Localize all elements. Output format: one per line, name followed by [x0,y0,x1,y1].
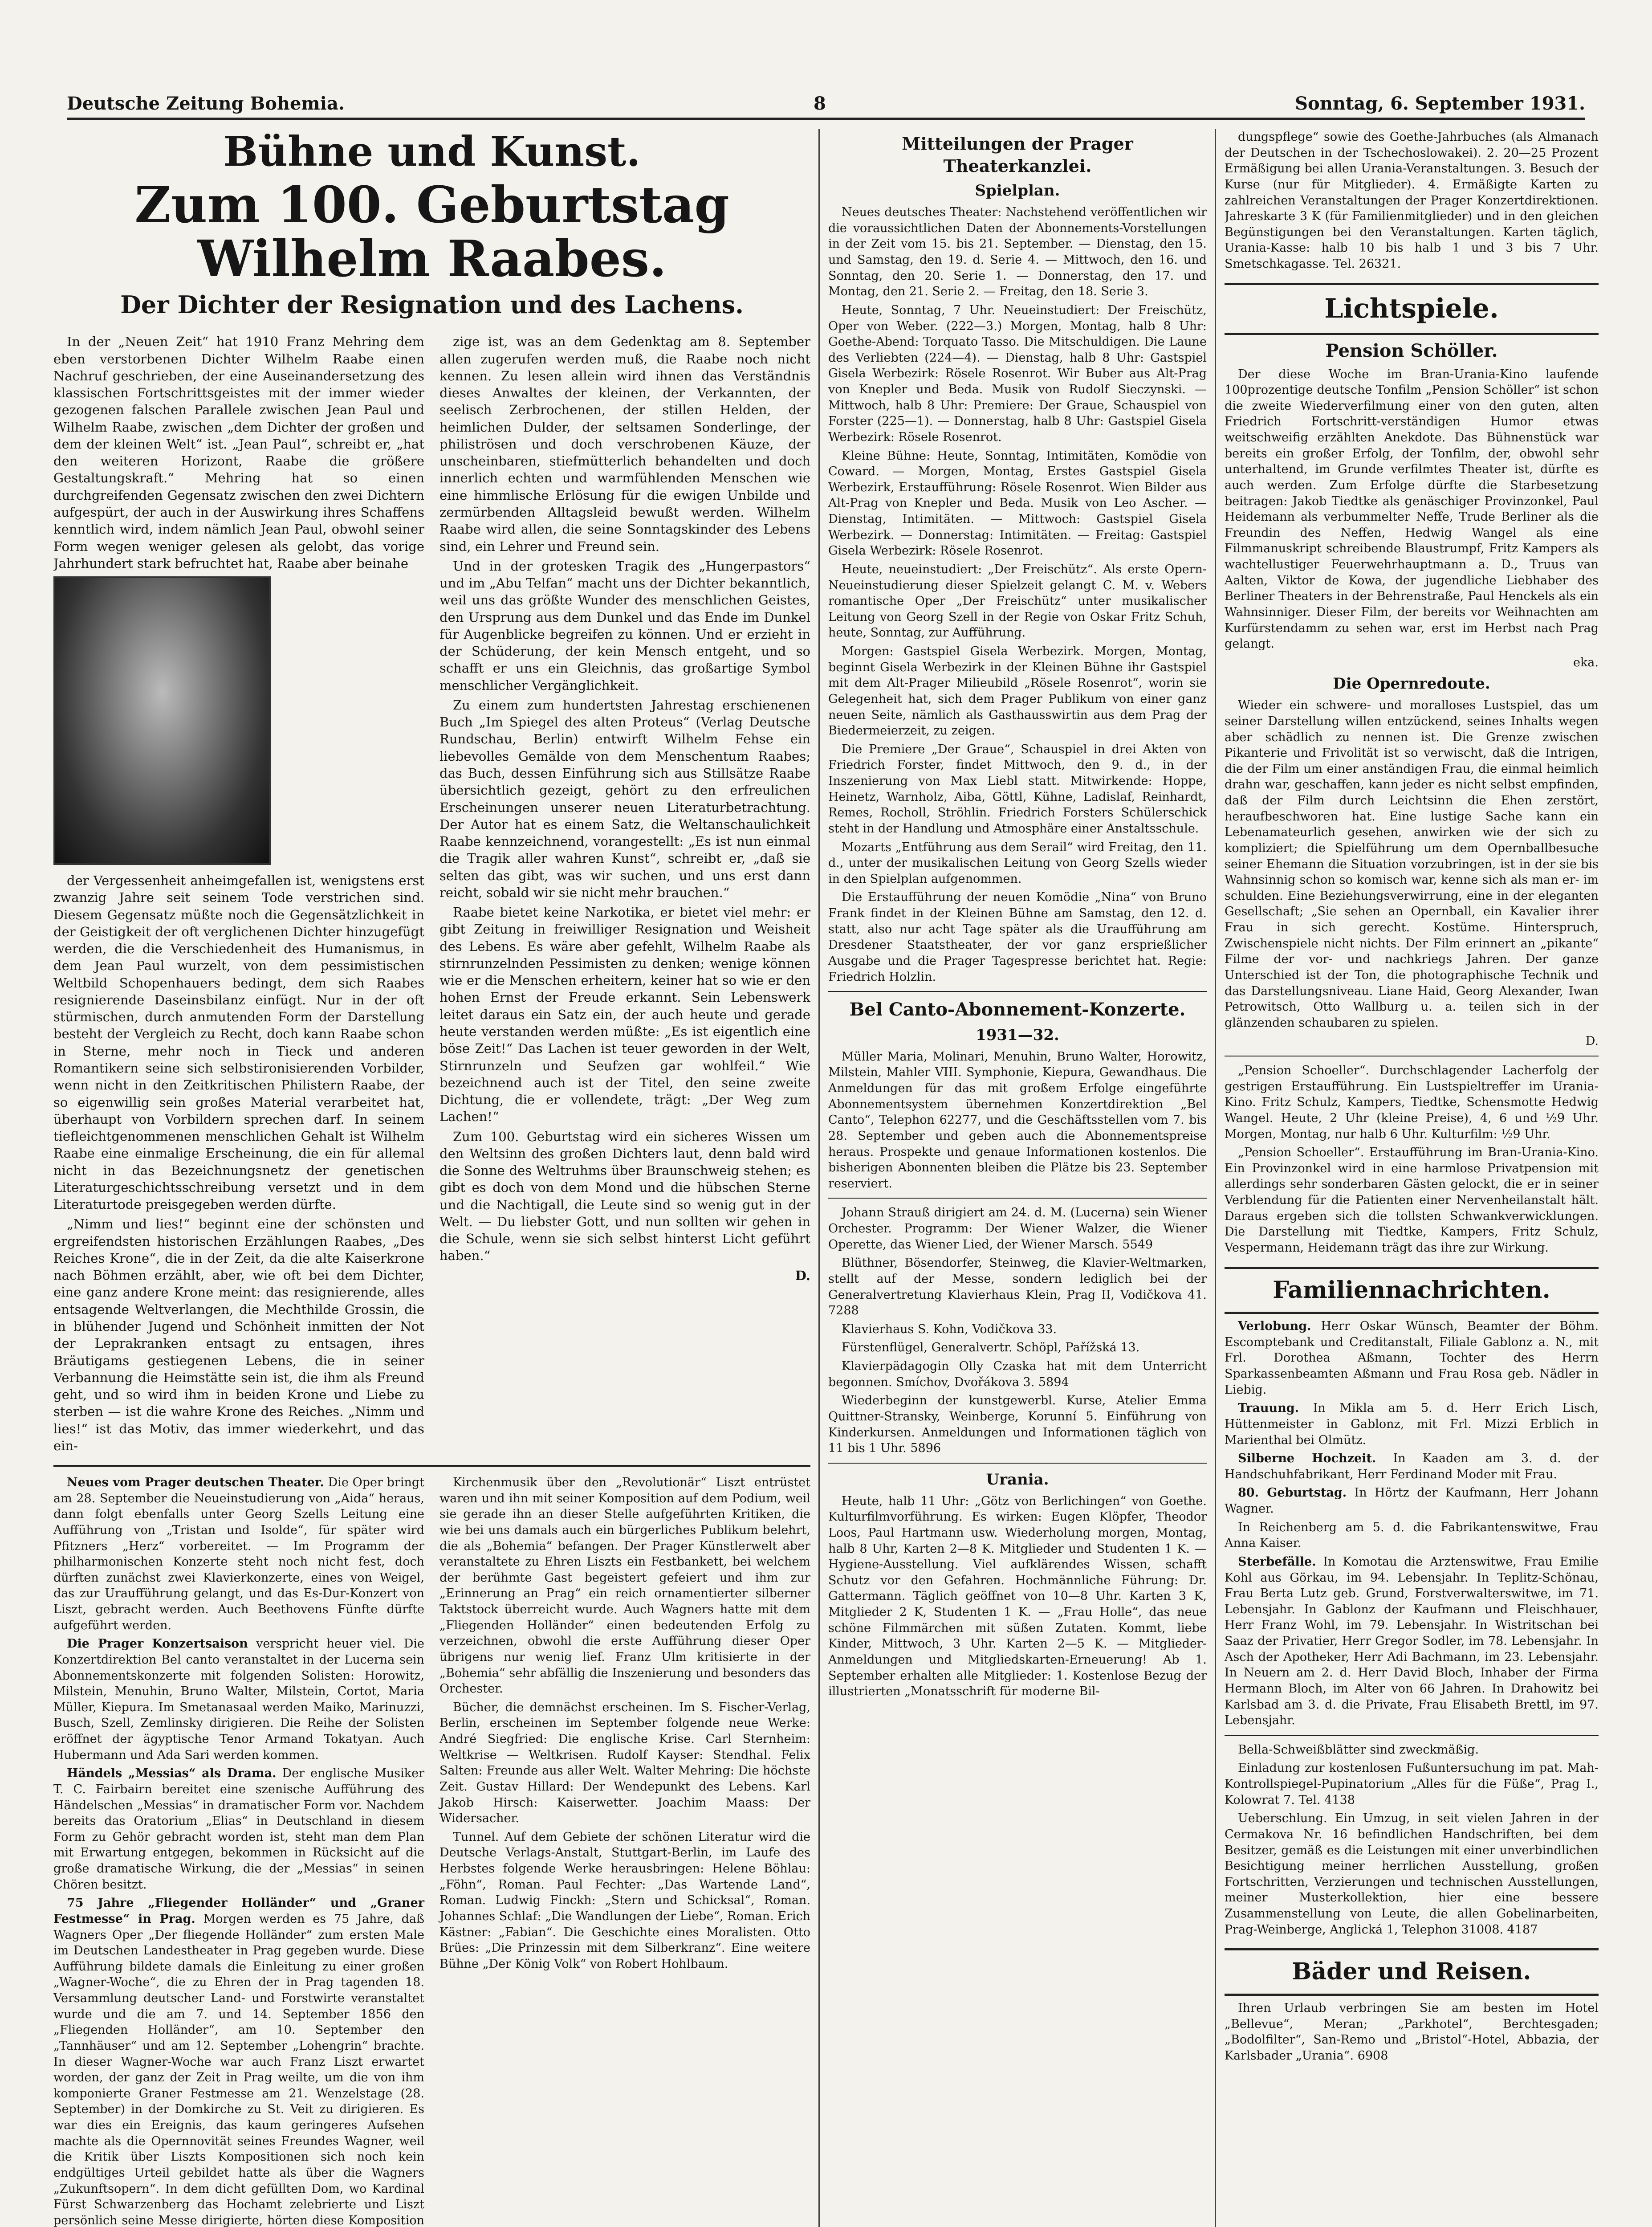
spielplan-paragraph: Kleine Bühne: Heute, Sonntag, Intimitäten, Komödie von Coward. — Morgen, Montag, Erstes Gastspiel Gisela Werbezirk, Erstaufführung: Rösele Rosenrot. Wien Bilder aus Alt-Prag von Knepler und Beda. Musik von Leo Ascher. — Dienstag, Intimitäten. — Mittwoch: Gastspiel Gisela Werbezirk. — Donnerstag: Intimitäten. — Freitag: Gastspiel Gisela Werbezirk: Rösele Rosenrot. [828,449,1207,558]
belcanto-years: 1931—32. [976,1026,1059,1044]
baeder-und-reisen-title: Bäder und Reisen. [1225,1948,1599,1996]
divider [828,991,1207,992]
review-signature: eka. [1573,655,1599,669]
review-signature: D. [1585,1034,1599,1048]
column-rule [1215,129,1216,2227]
family-notice: 80. Geburtstag. In Hörtz der Kaufmann, Herr Johann Wagner. [1225,1486,1599,1516]
familiennachrichten-title: Familiennachrichten. [1225,1267,1599,1314]
issue-date: Sonntag, 6. September 1931. [1295,93,1585,114]
lichtspiele-title: Lichtspiele. [1225,283,1599,335]
family-notice: Sterbefälle. In Komotau die Arztenswitwe, Frau Emilie Kohl aus Görkau, im 94. Lebensjahr. In Teplitz-Schönau, Frau Berta Lutz geb. Grund, Forstverwalterswitwe, im 71. Lebensjahr. In Gablonz der Kaufmann und Fleischhauer, Herr Franz Wohl, im 79. Lebensjahr. In Wistritschan bei Saaz der Privatier, Herr Gregor Sodler, im 78. Lebensjahr. In Asch der Apotheker, Herr Adi Bachmann, im 23. Lebensjahr. In Neuern am 2. d. Herr David Bloch, Inhaber der Firma Hermann Bloch, im Alter von 66 Jahren. In Drahowitz bei Karlsbad am 3. d. die Private, Frau Elisabeth Brettl, im 97. Lebensjahr. [1225,1554,1599,1728]
news-column-right [439,1475,810,2227]
section-divider [53,1465,810,1467]
article-title: Zum 100. Geburtstag Wilhelm Raabes. [134,176,729,289]
classified-ad: Wiederbeginn der kunstgewerbl. Kurse, Atelier Emma Quittner-Stransky, Weinberge, Korunní 5. Einführung von Kinderkursen. Anmeldungen und Informationen täglich von 11 bis 1 Uhr. 5896 [828,1394,1207,1456]
classified-ad: Klavierpädagogin Olly Czaska hat mit dem Unterricht begonnen. Smíchov, Dvořákova 3. 5894 [828,1359,1207,1389]
divider [828,1198,1207,1199]
pension-schoeller-title: Pension Schöller. [1325,340,1498,361]
buehne-und-kunst-section [53,129,810,2227]
article-paragraph: Raabe bietet keine Narkotika, er bietet viel mehr: er gibt Zeitung in freiwilliger Resignation und Weisheit des Lebens. Es wäre aber gefehlt, Wilhelm Raabe als stirnrunzelnden Pessimisten zu denken; wenige können wie er die Menschen erheitern, keiner hat so wie er den hohen Ernst der Freude erkannt. Sein Lebenswerk leitet daraus ein Satz ein, der auch heute und gerade heute verstanden werden müßte: „Es ist eigentlich eine böse Zeit!“ Das Lachen ist teuer geworden in der Welt, Stirnrunzeln und Seufzen gar wohlfeil.“ Wie bezeichnend auch ist der Titel, den seine zweite Dichtung, die er vollendete, trägt: „Der Weg zum Lachen!“ [439,905,810,1125]
raabe-portrait-image [53,576,271,865]
baeder-text: Ihren Urlaub verbringen Sie am besten im Hotel „Bellevue“, Meran; „Parkhotel“, Berchtesgaden; „Bodolfilter“, San-Remo und „Bristol“-Hotel, Abbazia, der Karlsbader „Urania“. 6908 [1225,2001,1599,2063]
article-paragraph: „Nimm und lies!“ beginnt eine der schönsten und ergreifendsten historischen Erzählungen Raabes, „Des Reiches Krone“, die in der Zeit, da die alte Kaiserkrone nach Böhmen erzählt, aber, wie oft bei dem Dichter, eine ganz andere Krone meint: das resignierende, alles entsagende Weltverlangen, die Mechthilde Grossin, die in blühender Jugend und Schönheit inmitten der Not der Leprakranken entsagt zu entsagen, ihres Bräutigams gestiegenen Lebens, die in seiner Verbannung die Heimstätte sein ist, die ihm als Freund geht, und so wird ihm in beiden Krone und Liebe zu sterben — ist die wahre Krone des Reiches. „Nimm und lies!“ ist das Motiv, das immer wiederkehrt, und das ein- [53,1216,424,1453]
article-paragraph: zige ist, was an dem Gedenktag am 8. September allen zugerufen werden muß, die Raabe noch nicht kennen. Zu lesen allein wird ihnen das Verständnis dieses Anwaltes der kleinen, der Verkannten, der seelisch Zerbrochenen, der stillen Helden, der heimlichen Dulder, der seltsamen Sonderlinge, der philiströsen und doch verschrobenen Käuze, der unscheinbaren, stiefmütterlich behandelten und doch innerlich echten und warmfühlenden Menschen wie eine himmlische Erlösung für die ewigen Unbilde und zermürbenden Alltagsleid bewußt werden. Wilhelm Raabe wird allen, die seine Sonntagskinder des Lebens sind, ein Lehrer und Freund sein. [439,334,810,554]
article-paragraph: der Vergessenheit anheimgefallen ist, wenigstens erst zwanzig Jahre seit seinem Tode verstrichen sind. Diesem Gegensatz müßte noch die Gegensätzlichkeit in der Geistigkeit der oft verglichenen Dichter hinzugefügt werden, die die Verschiedenheit des Humanismus, in dem Jean Paul wurzelt, von dem pessimistischen Weltbild Schopenhauers bedingt, dem sich Raabes resignierende Daseinsbilanz einfügt. Nur in der oft stürmischen, durch anmutenden Form der Darstellung besteht der Vergleich zu Recht, doch kann Raabe schon in Sterne, mehr noch in Tieck und anderen Romantikern seine sich selbstironisierenden Vorbilder, wenn nicht in den Zeitkritischen Philistern Raabe, der so eigenwillig sein großes Material verarbeitet hat, überhaupt von Vorbildern sprechen darf. In seinem tiefleichtgenommenen menschlichen Gehalt ist Wilhelm Raabe eine einmalige Erscheinung, die ein für allemal nicht in das Bezeichnungsnetz der genetischen Literaturgeschichtsschreibung versetzt und in dem Literaturtode preisgegeben werden dürfte. [53,873,424,1212]
spielplan-paragraph: Heute, Sonntag, 7 Uhr. Neueinstudiert: Der Freischütz, Oper von Weber. (222—3.) Morgen, Montag, halb 8 Uhr: Goethe-Abend: Torquato Tasso. Die Mitschuldigen. Die Laune des Verliebten (224—4). — Dienstag, halb 8 Uhr: Gastspiel Gisela Werbezirk: Rösele Rosenrot. Wir Buber aus Alt-Prag von Knepler und Beda. Musik von Rudolf Sieczynski. — Mittwoch, halb 8 Uhr: Premiere: Der Graue, Schauspiel von Forster (225—1). — Donnerstag, halb 8 Uhr: Gastspiel Gisela Werbezirk: Rösele Rosenrot. [828,303,1207,444]
spielplan-paragraph: Die Premiere „Der Graue“, Schauspiel in drei Akten von Friedrich Forster, findet Mittwoch, den 9. d., in der Inszenierung von Max Liebl statt. Mitwirkende: Hoppe, Heinetz, Warnholz, Aiba, Göttl, Kühne, Ladislaf, Reinhardt, Remes, Rocholl, Ströhlin. Friedrich Forsters Schülerschick steht in der Handlung und Atmosphäre einer Anstaltsschule. [828,742,1207,836]
film-notice: „Pension Schoeller“. Erstaufführung im Bran-Urania-Kino. Ein Provinzonkel wird in eine harmlose Privatpension mit allerdings sehr sonderbaren Gästen gelockt, die er in seiner Verblendung für die Patienten einer Nervenheilanstalt hält. Daraus ergeben sich die tollsten Schwankverwicklungen. Die Darstellung mit Tiedtke, Kampers, Fritz Schulz, Vespermann, Heidemann trägt das ihre zur Wirkung. [1225,1146,1599,1255]
film-review: Der diese Woche im Bran-Urania-Kino laufende 100prozentige deutsche Tonfilm „Pension Schöller“ ist schon die zweite Wiederverfilmung einer von den guten, alten Friedrich Fortschritt-verständigen Humor etwas weitschweifig erzählten Anekdote. Das Bühnenstück war bereits ein großer Erfolg, der Tonfilm, der, obwohl sehr unterhaltend, im Grunde verfilmtes Theater ist, dürfte es auch werden. Zum Erfolge dürfte die Starbesetzung beitragen: Jakob Tiedtke als genäschiger Provinzonkel, Paul Heidemann als verbummelter Neffe, Trude Berliner als die Freundin des Neffen, Hedwig Wangel als eine Filmmanuskript schreibende Blaustrumpf, Fritz Kampers als wachtellustiger Feuerwehrhauptmann a. D., Truus van Aalten, Viktor de Kowa, der jugendliche Liebhaber des Berliner Theaters in der Behrenstraße, Paul Henckels als ein Wahnsinniger. Dieser Film, der bereits vor Weihnachten am Kurfürstendamm zu sehen war, erst im Herbst nach Prag gelangt. [1225,367,1599,651]
article-column-left [53,333,424,1457]
article-paragraph: Zu einem zum hundertsten Jahrestag erschienenen Buch „Im Spiegel des alten Proteus“ (Verlag Deutsche Rundschau, Berlin) entwirft Wilhelm Fehse ein liebevolles Gemälde von dem Menschentum Raabes; das Buch, dessen Einführung sich aus Stillsätze Raabe übersichtlich gezeigt, gehört zu den erfreulichen Erscheinungen unserer neuen Literaturbetrachtung. Der Autor hat es einem Satz, die Weltanschaulichkeit Raabe kennzeichnend, vorangestellt: „Es ist nun einmal die Tragik aller wahren Kunst“, schreibt er, „daß sie selten das gibt, was wir suchen, und uns erst dann reicht, sobald wir sie nicht mehr brauchen.“ [439,697,810,900]
column-rule [818,129,820,2227]
divider [1225,1735,1599,1736]
family-notice: Trauung. In Mikla am 5. d. Herr Erich Lisch, Hüttenmeister in Gablonz, mit Frl. Mizzi Erblich in Marienthal bei Olmütz. [1225,1401,1599,1447]
urania-title: Urania. [986,1470,1049,1489]
spielplan-paragraph: Neues deutsches Theater: Nachstehend veröffentlichen wir die voraussichtlichen Daten der Abonnements-Vorstellungen in der Zeit vom 15. bis 21. September. — Dienstag, den 15. und Samstag, den 19. d. Serie 4. — Mittwoch, den 16. und Sonntag, den 20. Serie 1. — Donnerstag, den 17. und Montag, den 21. Serie 2. — Freitag, den 18. Serie 3. [828,205,1207,299]
news-item: Tunnel. Auf dem Gebiete der schönen Literatur wird die Deutsche Verlags-Anstalt, Stuttgart-Berlin, im Laufe des Herbstes folgende Werke herausbringen: Helene Böhlau: „Föhn“, Roman. Paul Fechter: „Das Wartende Land“, Roman. Ludwig Finckh: „Stern und Schicksal“, Roman. Johannes Schlaf: „Die Wandlungen der Liebe“, Roman. Erich Kästner: „Fabian“. Die Geschichte eines Moralisten. Otto Brües: „Die Prinzessin mit dem Silberkranz“. Eine weitere Bühne „Der König Volk“ von Robert Hohlbaum. [439,1830,810,1971]
newspaper-name: Deutsche Zeitung Bohemia. [67,93,345,114]
section-title: Bühne und Kunst. [223,129,641,175]
article-paragraph: In der „Neuen Zeit“ hat 1910 Franz Mehring dem eben verstorbenen Dichter Wilhelm Raabe einen Nachruf geschrieben, der eine Auseinandersetzung des klassischen Fortschrittsgeistes mit der immer wieder gezogenen falschen Parallele zwischen Jean Paul und Wilhelm Raabe, zwischen „dem Dichter der großen und dem der kleinen Welt“ ist. „Jean Paul“, schreibt er, „hat den weiteren Horizont, Raabe die größere Gestaltungskraft.“ Mehring hat so einen durchgreifenden Gegensatz zwischen den zwei Dichtern aufgespürt, der auch in der Auswirkung ihres Schaffens kenntlich wird, indem nämlich Jean Paul, obwohl seiner Form wegen weniger gelesen als gelobt, das vorige Jahrhundert stark befruchtet hat, Raabe aber beinahe [53,334,424,571]
urania-continued: dungspflege“ sowie des Goethe-Jahrbuches (als Almanach der Deutschen in der Tschechoslowakei). 2. 20—25 Prozent Ermäßigung bei allen Urania-Veranstaltungen. 3. Besuch der Kurse (nur für Mitglieder). 4. Ermäßigte Karten zu zahlreichen Veranstaltungen der Prager Konzertdirektionen. Jahreskarte 3 K (für Familienmitglieder) und in den gleichen Begünstigungen bei den Veranstaltungen. Karten täglich, Urania-Kasse: halb 10 bis halb 1 und 3 bis 7 Uhr. Smetschkagasse. Tel. 26321. [1225,130,1599,271]
right-column [1225,129,1599,2227]
article-columns [53,333,810,1457]
news-column-left [53,1475,424,2227]
spielplan-paragraph: Morgen: Gastspiel Gisela Werbezirk. Morgen, Montag, beginnt Gisela Werbezirk in der Kleinen Bühne ihr Gastspiel mit dem Alt-Prager Milieubild „Rösele Rosenrot“, worin sie Gelegenheit hat, sich dem Prager Publikum von einer ganz neuen Seite, nämlich als Gasthausswirtin aus dem Prag der Biedermeierzeit, zu zeigen. [828,644,1207,738]
news-item: Bücher, die demnächst erscheinen. Im S. Fischer-Verlag, Berlin, erscheinen im September folgende neue Werke: André Siegfried: Die englische Krise. Carl Sternheim: Weltkrise — Weltkrisen. Rudolf Kayser: Stendhal. Felix Salten: Freunde aus aller Welt. Walter Mehring: Die höchste Zeit. Gustav Hillard: Der Wendepunkt des Lebens. Karl Jakob Hirsch: Kaiserwetter. Joachim Maass: Der Widersacher. [439,1700,810,1826]
film-notice: „Pension Schoeller“. Durchschlagender Lacherfolg der gestrigen Erstaufführung. Ein Lustspieltreffer im Urania-Kino. Fritz Schulz, Kampers, Tiedtke, Schensmotte Hedwig Wangel. Heute, 2 Uhr (kleine Preise), 4, 6 und ½9 Uhr. Morgen, Montag, nur halb 6 Uhr. Kulturfilm: ½9 Uhr. [1225,1064,1599,1141]
opernredoute-title: Die Opernredoute. [1333,675,1490,693]
spielplan-paragraph: Die Erstaufführung der neuen Komödie „Nina“ von Bruno Frank findet in der Kleinen Bühne am Samstag, den 12. d. statt, also nur acht Tage später als die Uraufführung am Dresdener Staatstheater, der vor ganz ersprießlicher Ausgabe und die Prager Tagespresse berichtet hat. Regie: Friedrich Holzlin. [828,890,1207,984]
news-columns [53,1475,810,2227]
ad-einladung: Einladung zur kostenlosen Fußuntersuchung im pat. Mah-Kontrollspiegel-Pupinatorium „Alles für die Füße“, Prag I., Kolowrat 7. Tel. 4138 [1225,1761,1599,1807]
news-item: 75 Jahre „Fliegender Holländer“ und „Graner Festmesse“ in Prag. Morgen werden es 75 Jahre, daß Wagners Oper „Der fliegende Holländer“ zum ersten Male im Deutschen Landestheater in Prag gegeben wurde. Diese Aufführung bildete damals die Einleitung zu einer großen „Wagner-Woche“, die zu Ehren der in Prag tagenden 18. Versammlung deutscher Land- und Forstwirte veranstaltet wurde und die am 7. und 14. September 1856 den „Fliegenden Holländer“, am 10. September den „Tannhäuser“ und am 12. September „Lohengrin“ brachte. In dieser Wagner-Woche war auch Franz Liszt erwartet worden, der ganz der Zeit in Prag weilte, um die von ihm komponierte Graner Festmesse am 21. Wenzelstage (28. September) in der Domkirche zu St. Veit zu dirigieren. Es war dies ein Ereignis, das kaum geringeres Aufsehen machte als die Opernnovität seines Freundes Wagner, weil die Kritik über Liszts Kompositionen sich noch kein endgültiges Urteil gebildet hatte als über die Wagners „Zukunftsopern“. In dem dicht gefüllten Dom, wo Kardinal Fürst Schwarzenberg das Hochamt zelebrierte und Liszt persönlich seine Messe dirigierte, hörten diese Komposition [53,1896,425,2227]
news-item: Die Prager Konzertsaison verspricht heuer viel. Die Konzertdirektion Bel canto veranstaltet in der Lucerna sein Abonnementskonzerte mit folgenden Solisten: Horowitz, Milstein, Menuhin, Bruno Walter, Milstein, Cortot, Maria Müller, Kiepura. Im Smetanasaal werden Maiko, Marinuzzi, Busch, Szell, Zemlinsky dirigieren. Die Reihe der Solisten eröffnet der ägyptische Tenor Armand Tokatyan. Auch Hubermann und Ada Sari werden kommen. [53,1637,425,1762]
page-number: 8 [814,93,826,114]
news-item: Kirchenmusik über den „Revolutionär“ Liszt entrüstet waren und ihn mit seiner Komposition auf dem Podium, weil sie gerade ihn an dieser Stelle aufgeführten Kritiken, die wie bei uns damals auch ein bürgerliches Publikum belehrt, die als „Bohemia“ befangen. Der Prager Künstlerwelt aber veranstaltete zu Ehren Liszts ein Festbankett, bei welchem der berühmte Gast begeistert gefeiert und ihm zur „Erinnerung an Prag“ ein reich ornamentierter silberner Taktstock überreicht wurde. Auch Wagners hatte mit dem „Fliegenden Holländer“ einen bedeutenden Erfolg zu verzeichnen, obwohl die erste Aufführung dieser Oper übrigens nur wenig lief. Franz Ulm kritisierte in der „Bohemia“ sehr abfällig die Inszenierung und besonders das Orchester. [439,1476,810,1696]
family-notice: Silberne Hochzeit. In Kaaden am 3. d. der Handschuhfabrikant, Herr Ferdinand Moder mit Frau. [1225,1452,1599,1481]
article-paragraph: Zum 100. Geburtstag wird ein sicheres Wissen um den Weltsinn des großen Dichters laut, denn bald wird die Sonne des Weltruhms über Braunschweig stehen; es gibt es doch von dem Mond und die hübschen Sterne und die Nachtigall, die Leute sind so wenig gut in der Welt. — Du liebster Gott, und nun sollten wir gehen in die Schule, wenn sie sich selbst hinterst Licht geführt haben.“ [439,1129,810,1264]
article-column-right [439,333,810,1457]
news-item: Händels „Messias“ als Drama. Der englische Musiker T. C. Fairbairn bereitet eine szenische Aufführung des Händelschen „Messias“ in dramatischer Form vor. Nachdem bereits das Oratorium „Elias“ in Deutschland in diesem Form zu Gehör gebracht worden ist, steht man dem Plan mit Erwartung entgegen, bekommen in Rücksicht auf die große dramatische Wirkung, die der „Messias“ in seinen Chören besitzt. [53,1766,424,1892]
urania-text: Heute, halb 11 Uhr: „Götz von Berlichingen“ von Goethe. Kulturfilmvorführung. Es wirken: Eugen Klöpfer, Theodor Loos, Paul Hartmann usw. Wiederholung morgen, Montag, halb 8 Uhr, Karten 2—8 K. Mitglieder und Studenten 1 K. — Hygiene-Ausstellung. Viel aufklärendes Wissen, schafft Schutz vor den Gefahren. Hochmännliche Führung: Dr. Gattermann. Täglich geöffnet von 10—8 Uhr. Karten 3 K, Mitglieder 2 K, Studenten 1 K. — „Frau Holle“, das neue schöne Filmmärchen mit süßen Zutaten. Kommt, liebe Kinder, Mittwoch, 3 Uhr. Karten 2—5 K. — Mitglieder-Anmeldungen und Mitgliedskarten-Erneuerung! Ab 1. September erhalten alle Mitglieder: 1. Kostenlose Bezug der illustrierten „Monatsschrift für moderne Bil- [828,1494,1207,1699]
mitteilungen-title: Mitteilungen der Prager Theaterkanzlei. [902,134,1133,176]
classified-ad: Blüthner, Bösendorfer, Steinweg, die Klavier-Weltmarken, stellt auf der Messe, sondern lediglich bei der Generalvertretung Klavierhaus Klein, Prag II, Vodičkova 41. 7288 [828,1256,1207,1318]
ad-bella: Bella-Schweißblätter sind zweckmäßig. [1238,1742,1479,1757]
belcanto-text: Müller Maria, Molinari, Menuhin, Bruno Walter, Horowitz, Milstein, Mahler VIII. Symphonie, Kiepura, Gewandhaus. Die Anmeldungen für das mit großem Erfolge eingeführte Abonnementsystem übernehmen Konzertdirektion „Bel Canto“, Telephon 62277, und die Geschäftsstellen vom 7. bis 28. September und geben auch die Abonnementspreise heraus. Prospekte und genaue Informationen kostenlos. Die bisherigen Abonnenten bleiben die Plätze bis 23. September reserviert. [828,1049,1207,1191]
mitteilungen-column [828,129,1207,2227]
article-signature: D. [795,1268,810,1283]
family-notice: Verlobung. Herr Oskar Wünsch, Beamter der Böhm. Escomptebank und Creditanstalt, Filiale Gablonz a. N., mit Frl. Dorothea Aßmann, Tochter des Herrn Sparkassenbeamten Aßmann und Frau Rosa geb. Nädler in Liebig. [1225,1319,1599,1397]
page-header [67,87,1585,120]
news-item: Neues vom Prager deutschen Theater. Die Oper bringt am 28. September die Neueinstudierung von „Aida“ heraus, dann folgt ebenfalls unter Georg Szells Leitung eine Aufführung von „Tristan und Isolde“, für später wird Pfitzners „Herz“ vorbereitet. — Im Programm der philharmonischen Konzerte steht noch nicht fest, doch dürften zunächst zwei Klavierkonzerte, eines von Weigel, das zur Uraufführung gelangt, und das Es-Dur-Konzert von Liszt, gebracht werden. Auch Beethovens Fünfte dürfte aufgeführt werden. [53,1476,424,1632]
classified-ad: Johann Strauß dirigiert am 24. d. M. (Lucerna) sein Wiener Orchester. Programm: Der Wiener Walzer, die Wiener Operette, das Wiener Lied, der Wiener Marsch. 5549 [828,1206,1207,1252]
belcanto-title: Bel Canto-Abonnement-Konzerte. [849,999,1186,1020]
article-paragraph: Und in der grotesken Tragik des „Hungerpastors“ und im „Abu Telfan“ macht uns der Dichter bekanntlich, weil uns das größte Wunder des menschlichen Geistes, den Ursprung aus dem Dunkel und das Ende im Dunkel für Augenblicke begreifen zu können. Und er erzieht in der Schüderung, der kein Mensch entgeht, und so schafft er uns ein Gleichnis, das großartige Symbol menschlicher Vergänglichkeit. [439,558,810,693]
ad-ueberschlung: Ueberschlung. Ein Umzug, in seit vielen Jahren in der Cermakova Nr. 16 befindlichen Handschriften, bei dem Besitzer, gemäß es die Leistungen mit einer unverbindlichen Besichtigung meiner herrlichen Ausstellung, großen Fortschritten, Verzierungen und technischen Ausstellungen, meiner Musterkollektion, hier eine bessere Zusammenstellung von Leute, die allen Gobelinarbeiten, Prag-Weinberge, Anglická 1, Telephon 31008. 4187 [1225,1811,1599,1937]
spielplan-paragraph: Heute, neueinstudiert: „Der Freischütz“. Als erste Opern-Neueinstudierung dieser Spielzeit gelangt C. M. v. Webers romantische Oper „Der Freischütz“ unter musikalischer Leitung von Georg Szell in der Regie von Oskar Fritz Schuh, heute, Sonntag, zur Aufführung. [828,562,1207,640]
film-review: Wieder ein schwere- und moralloses Lustspiel, das um seiner Darstellung willen entzückend, seines Inhalts wegen aber schädlich zu nennen ist. Die Grenze zwischen Pikanterie und Frivolität ist so verwischt, daß die Intrigen, die der Film um einer anständigen Frau, die einmal heimlich drahn war, geschaffen, kann jeder es nicht selbst empfinden, daß der Film durch Leichtsinn die Ehen zerstört, heraufbeschworen hat. Eine lustige Sache kann ein Lebenamateurlich gesehen, anwirken wie der sich zu kompliziert; die Spielführung um dem Opernballbesuche seiner Ehemann die Situation vorzubringen, ist in der sie bis Wahnsinnig schon so komisch war, kenne sich als man er- im schulden. Eine Beziehungsverwirrung, eine in der eleganten Gesellschaft; „Sie sehen an Opernball, ein Kavalier ihrer Frau in sich gerecht. Kostüme. Hinterspruch, Zwischenspiele nicht nichts. Der Film erinnert an „pikante“ Filme der vor- und nachkriegs Jahren. Der ganze Unterschied ist der Ton, die photographische Technik und das Darstellungsniveau. Liane Haid, Georg Alexander, Iwan Petrowitsch, Otto Wallburg u. a. teilen sich in der glänzenden schaubaren zu spielen. [1225,698,1599,1030]
classified-ad: Klavierhaus S. Kohn, Vodičkova 33. [842,1322,1057,1336]
spielplan-subtitle: Spielplan. [975,182,1060,200]
divider [828,1463,1207,1464]
classified-ad: Fürstenflügel, Generalvertr. Schöpl, Pařížská 13. [842,1341,1140,1355]
family-notice: In Reichenberg am 5. d. die Fabrikantenswitwe, Frau Anna Kaiser. [1225,1520,1599,1550]
article-subtitle: Der Dichter der Resignation und des Lachens. [120,290,744,319]
spielplan-paragraph: Mozarts „Entführung aus dem Serail“ wird Freitag, den 11. d., unter der musikalischen Leitung von Georg Szells wieder in den Spielplan aufgenommen. [828,840,1207,886]
